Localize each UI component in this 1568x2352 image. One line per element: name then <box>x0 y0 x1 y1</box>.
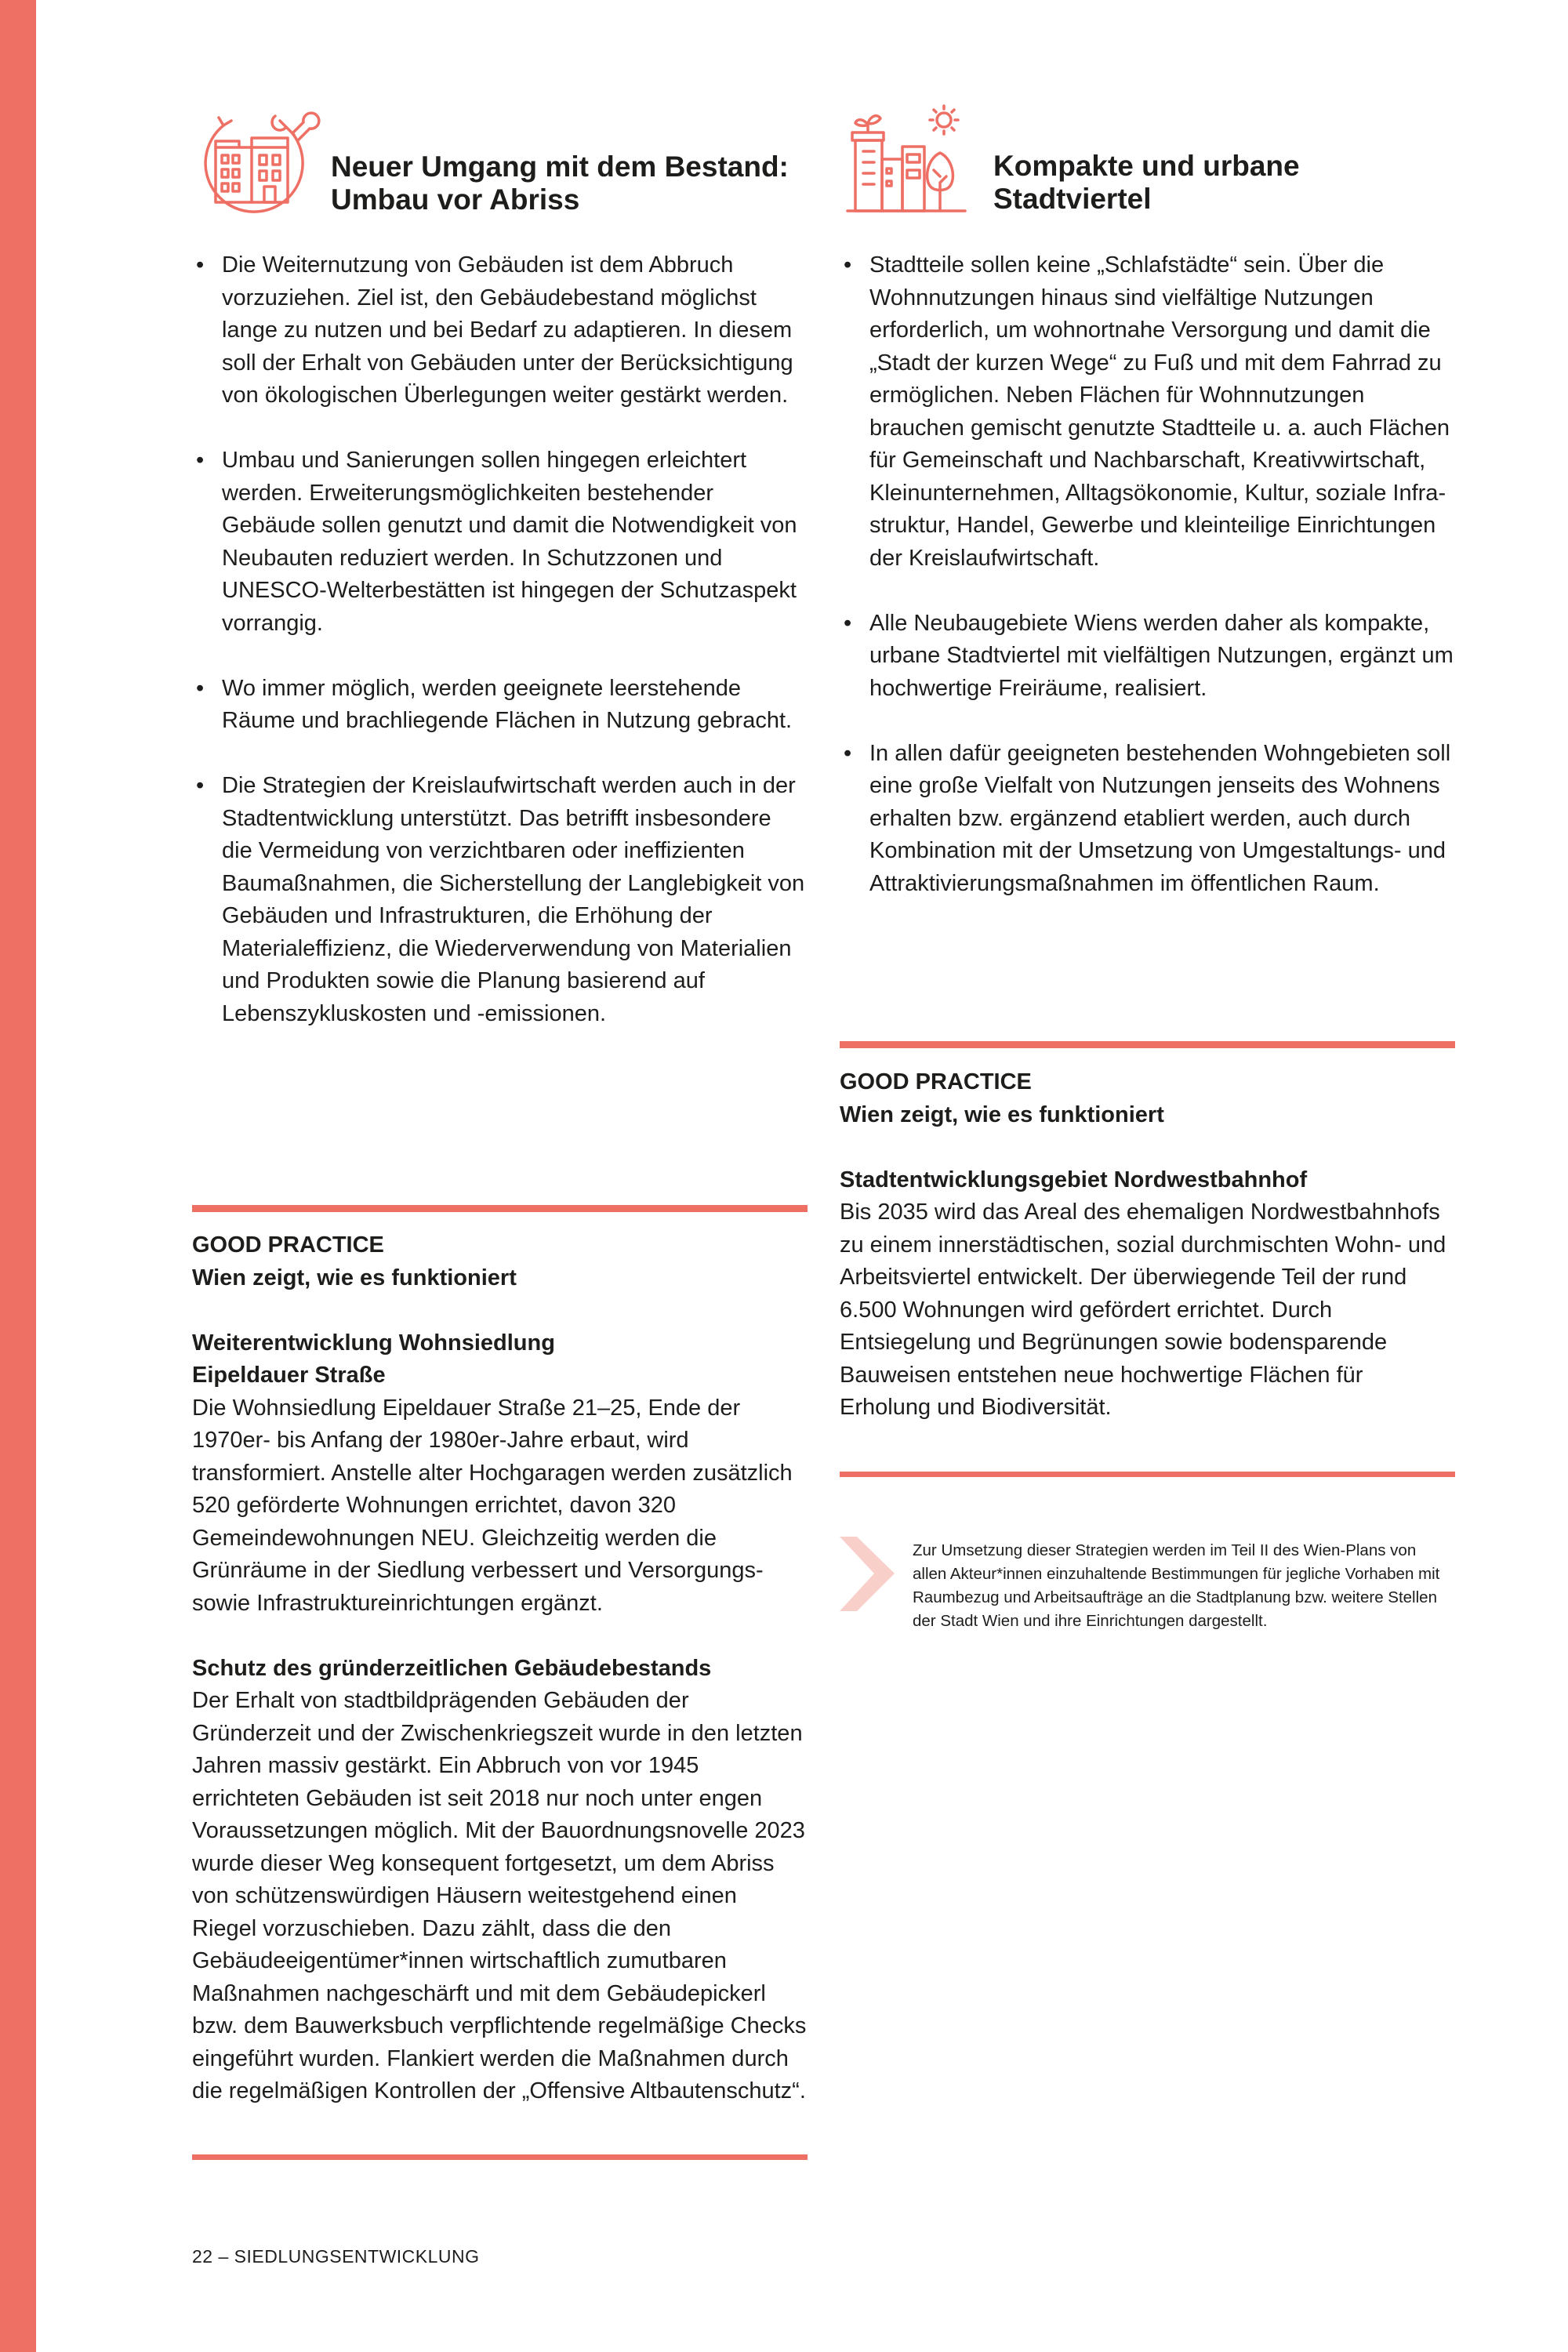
section-header-stadtviertel <box>840 98 1455 223</box>
good-practice-subtitle: Wien zeigt, wie es funktioniert <box>192 1265 517 1290</box>
good-practice-top-rule <box>840 1041 1455 1048</box>
case-heading: Schutz des gründerzeitlichen Gebäudebestands <box>192 1655 712 1681</box>
good-practice-box <box>840 1066 1455 1425</box>
bullet-item: • Die Weiternutzung von Gebäuden ist dem Abbruch vorzuziehen. Ziel ist, den Gebäudebestand möglichst lange zu nutzen und bei Bedarf zu adaptieren. In diesem soll der Erhalt von Gebäuden unter der Berücksichtigung von ökologischen Überlegungen weiter gestärkt werden. <box>192 249 808 412</box>
good-practice-label: GOOD PRACTICE <box>840 1069 1032 1094</box>
bullet-item: • Die Strategien der Kreislaufwirtschaft werden auch in der Stadtentwicklung unterstützt. Das betrifft insbesondere die Vermeidung von verzichtbaren oder ineffizienten Baumaßnahmen, die Sicherstellung der Langlebigkeit von Gebäuden und Infrastrukturen, die Erhöhung der Materialeffizienz, die Wiederverwendung von Materialien und Produkten sowie die Planung basierend auf Lebenszykluskosten und -emissionen. <box>192 770 808 1030</box>
section-header-umbau <box>192 102 808 227</box>
note-text: Zur Umsetzung dieser Strategien werden im Teil II des Wien-Plans von allen Akteur*innen einzuhaltende Bestimmungen für jegliche Vorhaben mit Raumbezug und Arbeitsaufträge an die Stadtplanung bzw. weitere Stellen der Stadt Wien und ihre Einrichtungen dargestellt. <box>913 1541 1440 1630</box>
bullet-item: • Wo immer möglich, werden geeignete leerstehende Räume und brachliegende Flächen in Nutzung gebracht. <box>192 673 808 738</box>
good-practice-bottom-rule <box>840 1472 1455 1477</box>
case-heading: Weiterentwicklung Wohnsiedlung Eipeldauer Straße <box>192 1330 555 1388</box>
bullet-item: • Umbau und Sanierungen sollen hingegen erleichtert werden. Erweiterungsmöglichkeiten bestehender Gebäude sollen genutzt und damit die Notwendigkeit von Neubauten reduziert werden. In Schutzzonen und UNESCO-Welterbestätten ist hingegen der Schutzaspekt vorrangig. <box>192 445 808 640</box>
good-practice-subtitle: Wien zeigt, wie es funktioniert <box>840 1102 1164 1127</box>
building-renovation-icon <box>192 102 325 223</box>
implementation-note <box>840 1537 1455 1654</box>
case-heading: Stadtentwicklungsgebiet Nordwestbahnhof <box>840 1167 1308 1192</box>
bullet-list <box>192 249 808 1063</box>
section-title: Kompakte und urbane Stadtviertel <box>993 150 1300 215</box>
case-text: Bis 2035 wird das Areal des ehemaligen Nordwestbahnhofs zu einem innerstädtischen, sozial durchmischten Wohn- und Arbeitsviertel entwickelt. Der überwiegende Teil der rund 6.500 Wohnungen wird gefördert errichtet. Durch Entsiegelung und Begrünungen sowie bodensparende Bauweisen entstehen neue hochwertige Flächen für Erholung und Biodiversität. <box>840 1200 1446 1420</box>
good-practice-label: GOOD PRACTICE <box>192 1232 384 1258</box>
bullet-list <box>840 249 1455 933</box>
bullet-item: • In allen dafür geeigneten bestehenden Wohngebieten soll eine große Vielfalt von Nutzungen jenseits des Wohnens erhalten bzw. ergänzend etabliert werden, auch durch Kombination mit der Umsetzung von Umgestaltungs- und Attraktivierungsmaßnahmen im öffentlichen Raum. <box>840 738 1455 901</box>
good-practice-bottom-rule <box>192 2154 808 2160</box>
side-accent-bar <box>0 0 36 2352</box>
bullet-item: • Stadtteile sollen keine „Schlafstädte“ sein. Über die Wohnnutzungen hinaus sind vielfältige Nutzungen erforderlich, um wohnortnahe Versorgung und damit die „Stadt der kurzen Wege“ zu Fuß und mit dem Fahrrad zu ermöglichen. Neben Flächen für Wohnnutzungen brauchen gemischt genutzte Stadtteile u. a. auch Flächen für Gemeinschaft und Nachbarschaft, Kreativwirtschaft, Kleinunternehmen, Alltagsökonomie, Kultur, soziale Infrastruktur, Handel, Gewerbe und kleinteilige Einrichtungen der Kreislaufwirtschaft. <box>840 249 1455 575</box>
bullet-item: • Alle Neubaugebiete Wiens werden daher als kompakte, urbane Stadtviertel mit vielfältigen Nutzungen, ergänzt um hochwertige Freiräume, realisiert. <box>840 608 1455 706</box>
case-text: Die Wohnsiedlung Eipeldauer Straße 21–25, Ende der 1970er- bis Anfang der 1980er-Jahre erbaut, wird transformiert. Anstelle alter Hochgaragen werden zusätzlich 520 geförderte Wohnungen errichtet, davon 320 Gemeindewohnungen NEU. Gleichzeitig werden die Grünräume in der Siedlung verbessert und Versorgungs- sowie Infrastruktureinrichtungen ergänzt. <box>192 1395 793 1616</box>
chevron-right-icon <box>840 1537 895 1611</box>
page-footer: 22 – SIEDLUNGSENTWICKLUNG <box>192 2246 480 2267</box>
good-practice-box <box>192 1229 808 2108</box>
section-title: Neuer Umgang mit dem Bestand: Umbau vor Abriss <box>331 151 789 216</box>
compact-city-icon <box>840 98 973 220</box>
case-text: Der Erhalt von stadtbildprägenden Gebäuden der Gründerzeit und der Zwischenkriegszeit wurde in den letzten Jahren massiv gestärkt. Ein Abbruch von vor 1945 errichteten Gebäuden ist seit 2018 nur noch unter engen Voraussetzungen möglich. Mit der Bauordnungsnovelle 2023 wurde dieser Weg konsequent fortgesetzt, um dem Abriss von schützenswürdigen Häusern weitestgehend einen Riegel vorzuschieben. Dazu zählt, dass die den Gebäudeeigentümer*innen wirtschaftlich zumutbaren Maßnahmen nachgeschärft und mit dem Gebäudepickerl bzw. dem Bauwerksbuch verpflichtende regelmäßige Checks eingeführt wurden. Flankiert werden die Maßnahmen durch die regelmäßigen Kontrollen der „Offensive Altbautenschutz“. <box>192 1688 807 2103</box>
good-practice-top-rule <box>192 1205 808 1212</box>
